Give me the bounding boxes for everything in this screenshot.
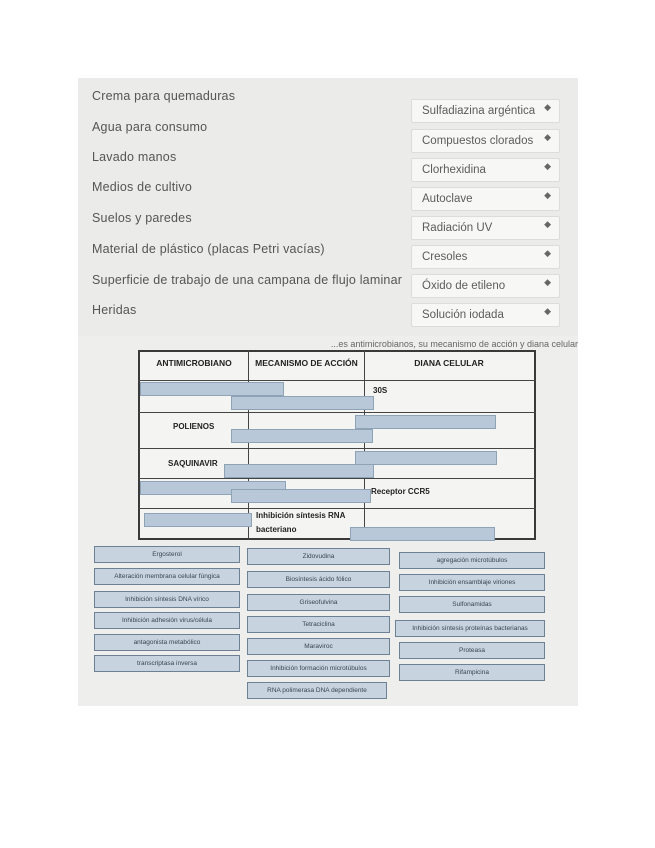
answer-select[interactable]: [411, 99, 560, 123]
drop-zone[interactable]: [231, 429, 373, 443]
match-item-label: Material de plástico (placas Petri vacías): [92, 242, 325, 256]
draggable-chip[interactable]: antagonista metabólico: [94, 634, 240, 651]
cell-receptor-ccr5: Receptor CCR5: [371, 487, 430, 496]
table-row-divider: [138, 380, 536, 381]
draggable-chip[interactable]: Alteración membrana celular fúngica: [94, 568, 240, 585]
draggable-chip[interactable]: transcriptasa inversa: [94, 655, 240, 672]
table-row-divider: [138, 448, 536, 449]
drop-zone[interactable]: [140, 382, 284, 396]
cell-inhibicion-rna-2: bacteriano: [256, 525, 297, 534]
select-arrows-icon: ◆: [544, 190, 551, 200]
answer-select[interactable]: [411, 274, 560, 298]
draggable-chip[interactable]: Zidovudina: [247, 548, 390, 565]
select-arrows-icon: ◆: [544, 161, 551, 171]
draggable-chip[interactable]: Inhibición síntesis DNA vírico: [94, 591, 240, 608]
answer-select[interactable]: [411, 245, 560, 269]
answer-select-value: Radiación UV: [422, 222, 493, 234]
drop-zone[interactable]: [355, 415, 496, 429]
match-item-label: Lavado manos: [92, 150, 177, 164]
draggable-chip[interactable]: Maraviroc: [247, 638, 390, 655]
answer-select-value: Compuestos clorados: [422, 135, 534, 147]
draggable-chip[interactable]: Ergosterol: [94, 546, 240, 563]
draggable-chip[interactable]: Rifampicina: [399, 664, 545, 681]
answer-select-value: Clorhexidina: [422, 164, 486, 176]
answer-select[interactable]: [411, 158, 560, 182]
matching-question-panel: [78, 78, 578, 336]
select-arrows-icon: ◆: [544, 219, 551, 229]
drop-zone[interactable]: [231, 489, 371, 503]
answer-select-value: Óxido de etileno: [422, 280, 506, 292]
table-row-divider: [138, 508, 536, 509]
question-text-cut: ...es antimicrobianos, su mecanismo de acción y diana celular: [330, 339, 578, 349]
answer-select-value: Sulfadiazina argéntica: [422, 105, 536, 117]
drop-zone[interactable]: [231, 396, 374, 410]
drop-zone[interactable]: [350, 527, 495, 541]
draggable-chip[interactable]: Inhibición ensamblaje viriones: [399, 574, 545, 591]
answer-select[interactable]: [411, 216, 560, 240]
cell-saquinavir: SAQUINAVIR: [168, 459, 218, 468]
draggable-chip[interactable]: Proteasa: [399, 642, 545, 659]
match-item-label: Crema para quemaduras: [92, 89, 236, 103]
answer-select-value: Autoclave: [422, 193, 473, 205]
header-antimicrobiano: ANTIMICROBIANO: [156, 358, 232, 368]
table-column-divider: [248, 350, 249, 540]
table-row-divider: [138, 412, 536, 413]
cell-inhibicion-rna: Inhibición síntesis RNA: [256, 511, 346, 520]
select-arrows-icon: ◆: [544, 306, 551, 316]
match-item-label: Suelos y paredes: [92, 211, 192, 225]
match-item-label: Medios de cultivo: [92, 180, 192, 194]
answer-select-value: Solución iodada: [422, 309, 504, 321]
draggable-chip[interactable]: RNA polimerasa DNA dependiente: [247, 682, 387, 699]
draggable-chip[interactable]: Inhibición adhesión virus/célula: [94, 612, 240, 629]
select-arrows-icon: ◆: [544, 102, 551, 112]
drop-zone[interactable]: [144, 513, 252, 527]
draggable-chip[interactable]: Biosíntesis ácido fólico: [247, 571, 390, 588]
answer-select[interactable]: [411, 129, 560, 153]
table-row-divider: [138, 478, 536, 479]
drag-drop-question-panel: [78, 336, 578, 706]
header-diana: DIANA CELULAR: [414, 358, 484, 368]
cell-polienos: POLIENOS: [173, 422, 215, 431]
draggable-chip[interactable]: Griseofulvina: [247, 594, 390, 611]
drop-zone[interactable]: [224, 464, 374, 478]
select-arrows-icon: ◆: [544, 132, 551, 142]
match-item-label: Superficie de trabajo de una campana de flujo laminar: [92, 273, 403, 287]
draggable-chip[interactable]: Inhibición síntesis proteínas bacterianas: [395, 620, 545, 637]
table-column-divider: [364, 350, 365, 540]
match-item-label: Heridas: [92, 303, 137, 317]
answer-select-value: Cresoles: [422, 251, 468, 263]
drop-zone[interactable]: [355, 451, 497, 465]
cell-diana-30s: 30S: [373, 386, 388, 395]
header-mecanismo: MECANISMO DE ACCIÓN: [255, 358, 358, 368]
select-arrows-icon: ◆: [544, 248, 551, 258]
answer-select[interactable]: [411, 303, 560, 327]
draggable-chip[interactable]: Inhibición formación microtúbulos: [247, 660, 390, 677]
draggable-chip[interactable]: Sulfonamidas: [399, 596, 545, 613]
match-item-label: Agua para consumo: [92, 120, 208, 134]
draggable-chip[interactable]: Tetraciclina: [247, 616, 390, 633]
draggable-chip[interactable]: agregación microtúbulos: [399, 552, 545, 569]
select-arrows-icon: ◆: [544, 277, 551, 287]
answer-select[interactable]: [411, 187, 560, 211]
